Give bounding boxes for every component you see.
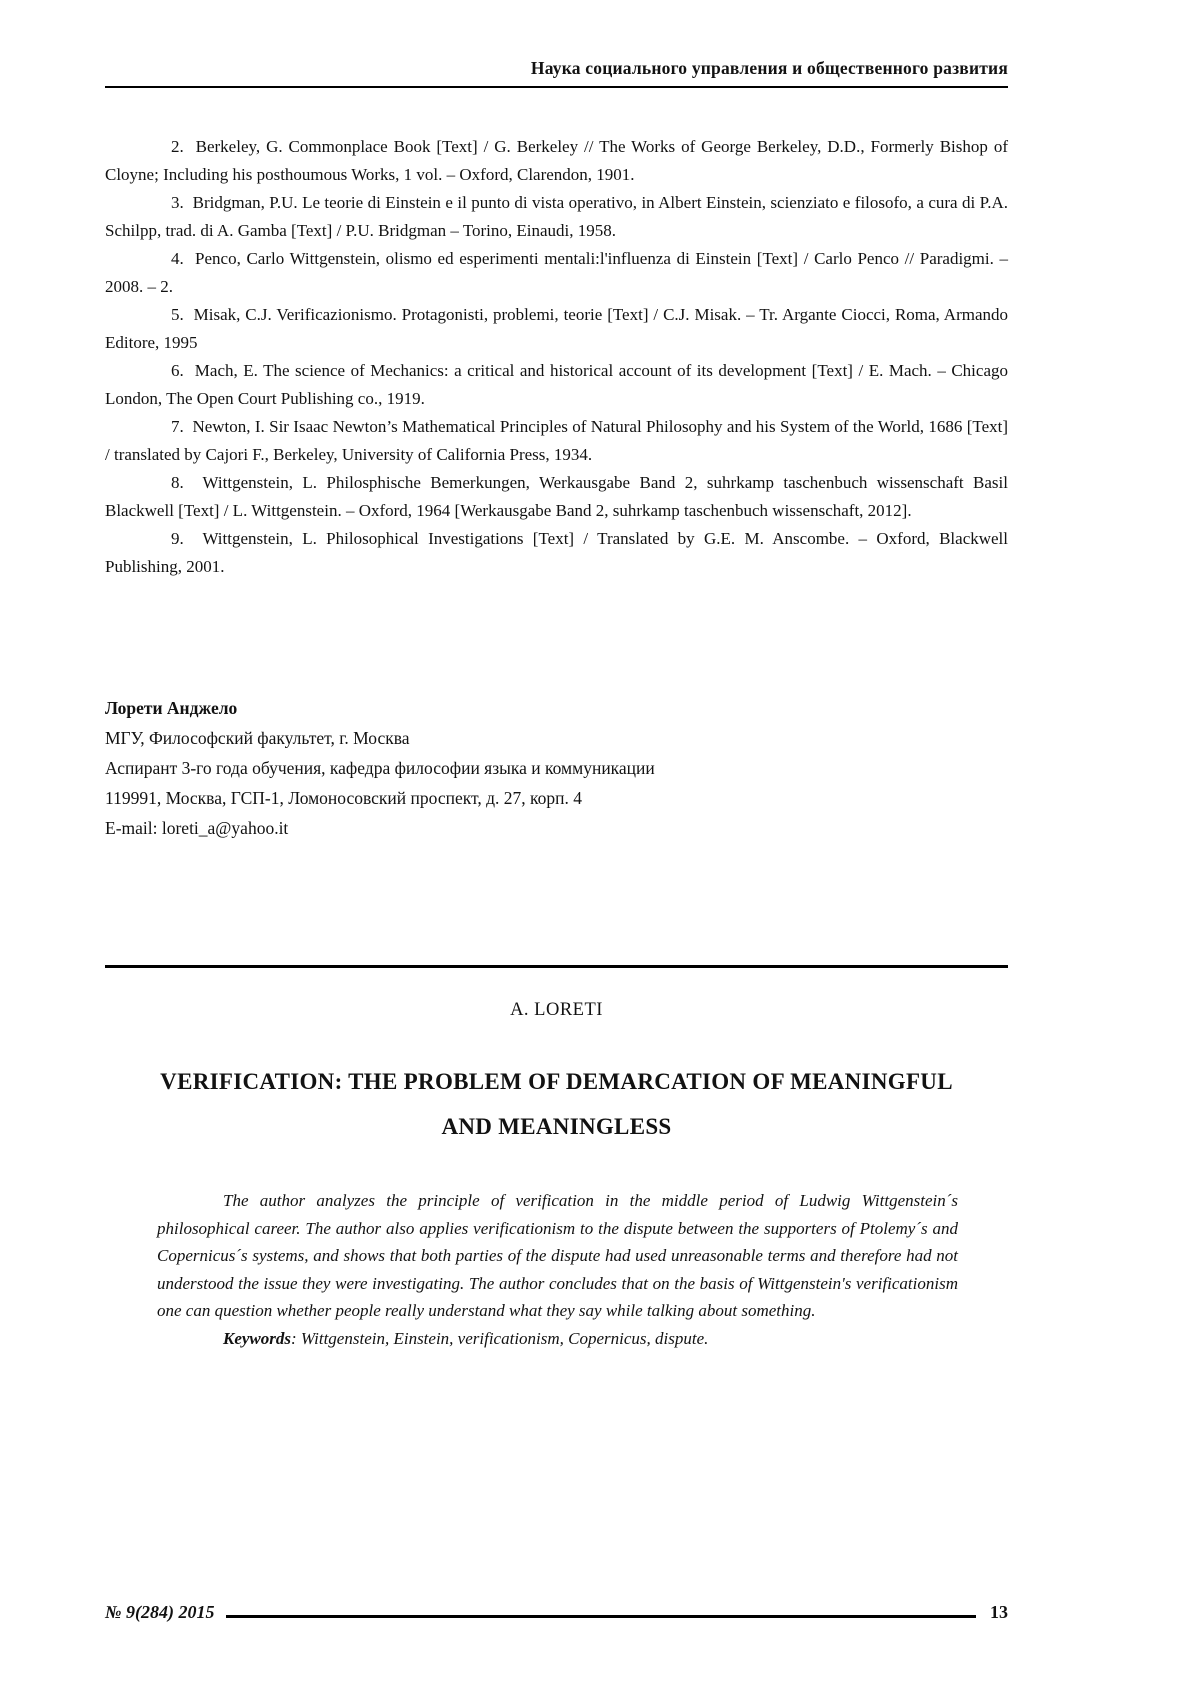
journal-title: Наука социального управления и общественного развития [530,58,1008,78]
author-affiliation: МГУ, Философский факультет, г. Москва [105,728,410,748]
footer [105,1602,1008,1623]
reference-item [105,301,1008,357]
references-list [105,133,1008,581]
keywords-text: : Wittgenstein, Einstein, verificationism, Copernicus, dispute. [291,1328,709,1348]
reference-number: 8. [171,473,184,492]
reference-text: Berkeley, G. Commonplace Book [Text] / G. Berkeley // The Works of George Berkeley, D.D., Formerly Bishop of Cloyne; Including his posthoumous Works, 1 vol. – Oxford, Clarendon, 1901. [105,137,1008,184]
author-block [105,693,1008,843]
article-title [105,1059,1008,1149]
reference-item [105,413,1008,469]
article-title-line1: VERIFICATION: THE PROBLEM OF DEMARCATION OF MEANINGFUL [160,1069,953,1094]
reference-text: Mach, E. The science of Mechanics: a critical and historical account of its development [Text] / E. Mach. – Chicago London, The Open Court Publishing co., 1919. [105,361,1008,408]
reference-text: Misak, C.J. Verificazionismo. Protagonisti, problemi, teorie [Text] / C.J. Misak. – Tr. Argante Ciocci, Roma, Armando Editore, 1995 [105,305,1008,352]
reference-item [105,469,1008,525]
reference-text: Newton, I. Sir Isaac Newton’s Mathematical Principles of Natural Philosophy and his System of the World, 1686 [Text] / translated by Cajori F., Berkeley, University of California Press, 1934. [105,417,1008,464]
reference-item [105,245,1008,301]
article-abstract: The author analyzes the principle of verification in the middle period of Ludwig Wittgenstein´s philosophical career. The author also applies verificationism to the dispute between the supporters of Ptolemy´s and Copernicus´s systems, and shows that both parties of the dispute had used unreasonable terms and therefore had not understood the issue they were investigating. The author concludes that on the basis of Wittgenstein's verificationism one can question whether people really understand what they say while talking about something. [157,1191,958,1320]
author-email: E-mail: loreti_a@yahoo.it [105,818,289,838]
reference-number: 9. [171,529,184,548]
footer-rule [226,1615,976,1618]
reference-number: 5. [171,305,184,324]
footer-page-number: 13 [990,1602,1008,1622]
reference-item [105,357,1008,413]
author-address: 119991, Москва, ГСП-1, Ломоносовский проспект, д. 27, корп. 4 [105,788,582,808]
reference-number: 6. [171,361,184,380]
reference-number: 2. [171,137,184,156]
reference-text: Wittgenstein, L. Philosophical Investigations [Text] / Translated by G.E. M. Anscombe. – Oxford, Blackwell Publishing, 2001. [105,529,1009,576]
keywords-label: Keywords [223,1328,291,1348]
journal-header [105,58,1008,88]
article-author: A. LORETI [510,1000,603,1020]
reference-item [105,189,1008,245]
article-title-line2: AND MEANINGLESS [441,1114,672,1139]
author-name: Лорети Анджело [105,698,238,718]
reference-text: Bridgman, P.U. Le teorie di Einstein e il punto di vista operativo, in Albert Einstein, scienziato e filosofo, a cura di P.A. Schilpp, trad. di A. Gamba [Text] / P.U. Bridgman – Torino, Einaudi, 1958. [105,193,1009,240]
footer-issue: № 9(284) 2015 [105,1602,215,1622]
reference-number: 4. [171,249,184,268]
keywords-line [157,1325,958,1353]
reference-text: Wittgenstein, L. Philosphische Bemerkungen, Werkausgabe Band 2, suhrkamp taschenbuch wissenschaft Basil Blackwell [Text] / L. Wittgenstein. – Oxford, 1964 [Werkausgabe Band 2, suhrkamp taschenbuch wissenschaft, 2012]. [105,473,1008,520]
reference-item [105,133,1008,189]
reference-item [105,525,1008,581]
abstract-block [157,1187,958,1352]
author-position: Аспирант 3-го года обучения, кафедра философии языка и коммуникации [105,758,655,778]
section-divider [105,965,1008,968]
reference-text: Penco, Carlo Wittgenstein, olismo ed esperimenti mentali:l'influenza di Einstein [Text] / Carlo Penco // Paradigmi. – 2008. – 2. [105,249,1009,296]
reference-number: 7. [171,417,184,436]
reference-number: 3. [171,193,184,212]
